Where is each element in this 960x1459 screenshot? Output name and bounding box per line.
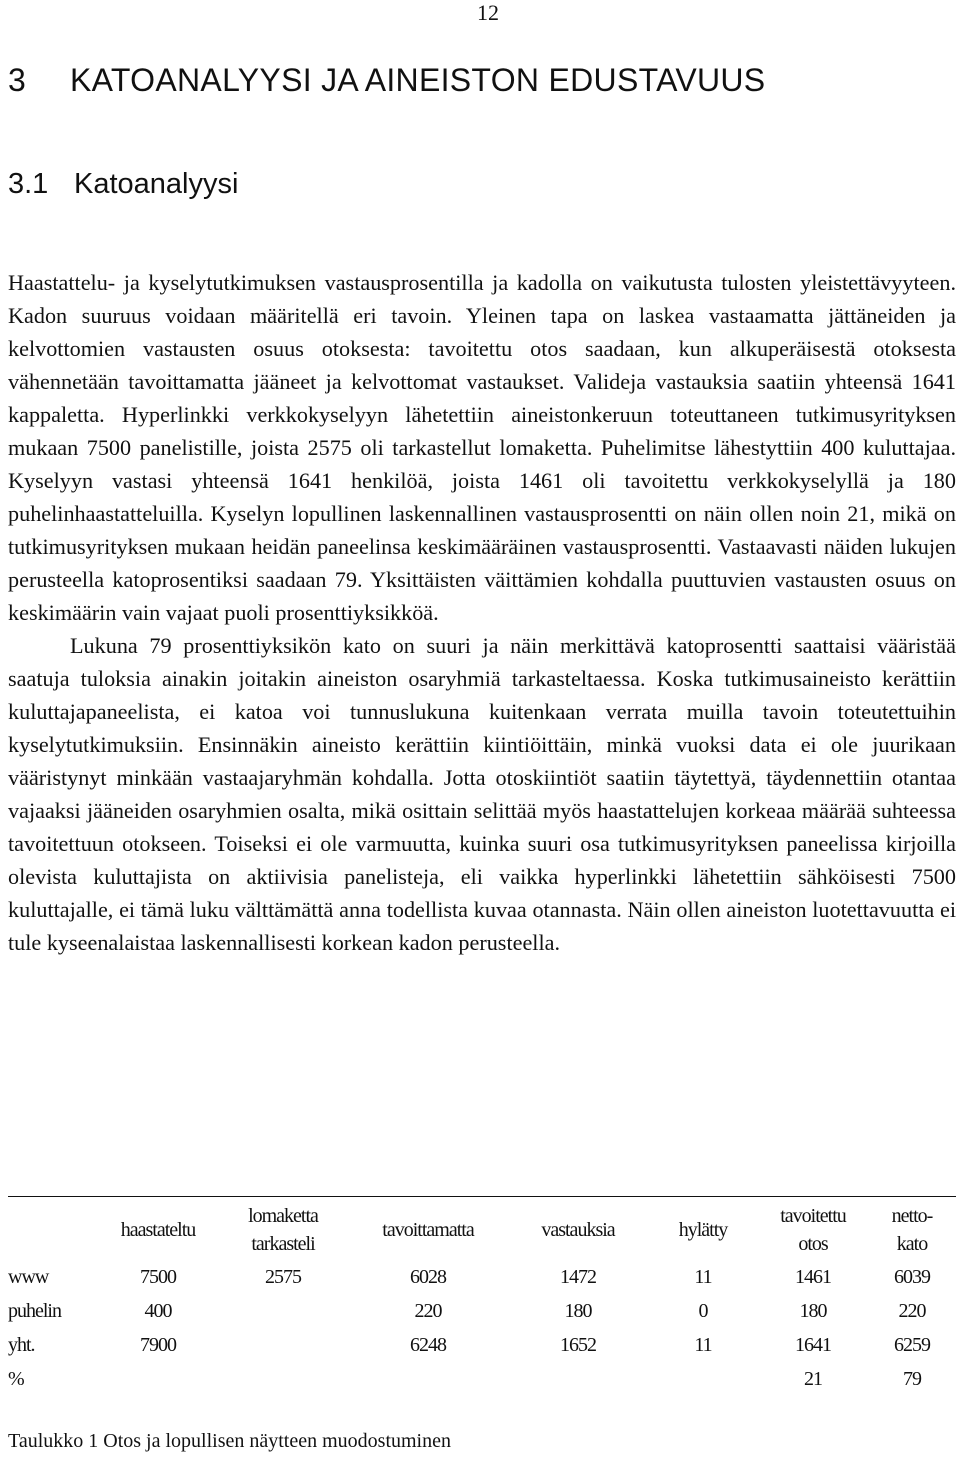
column-header xyxy=(98,1202,218,1260)
body-text xyxy=(8,266,956,959)
table-cell: 180 xyxy=(564,1300,592,1322)
column-header-line: netto- xyxy=(891,1205,933,1227)
column-header xyxy=(758,1202,868,1260)
column-header-line: kato xyxy=(896,1233,928,1255)
table-cell: 6248 xyxy=(410,1334,446,1356)
table-row xyxy=(8,1328,956,1362)
table-cell: 11 xyxy=(694,1266,712,1288)
chapter-heading xyxy=(8,60,765,100)
table-cell xyxy=(98,1362,218,1396)
table-cell: 220 xyxy=(898,1300,926,1322)
table-cell xyxy=(218,1362,348,1396)
paragraph-1: Haastattelu- ja kyselytutkimuksen vastausprosentilla ja kadolla on vaikutusta tulosten yleistettävyyteen. Kadon suuruus voidaan määritellä eri tavoin. Yleinen tapa on laskea vastaamatta jättäneiden ja kelvottomien vastausten osuus otoksesta: tavoitettu otos saadaan, kun alkuperäisestä otoksesta vähennetään tavoittamatta jääneet ja kelvottomat vastaukset. Valideja vastauksia saatiin yhteensä 1641 kappaletta. Hyperlinkki verkkokyselyyn lähetettiin aineistonkeruun toteuttaneen tutkimusyrityksen mukaan 7500 panelistille, joista 2575 oli tarkastellut lomaketta. Puhelimitse lähestyttiin 400 kuluttajaa. Kyselyyn vastasi yhteensä 1641 henkilöä, joista 1461 oli tavoitettu verkkokyselyllä ja 180 puhelinhaastatteluilla. Kyselyn lopullinen laskennallinen vastausprosentti on näin ollen noin 21, mikä on tutkimusyrityksen mukaan heidän paneelinsa keskimääräinen vastausprosentti. Vastaavasti näiden lukujen perusteella katoprosentiksi saadaan 79. Yksittäisten väittämien kohdalla puuttuvien vastausten osuus on keskimäärin vain vajaat puoli prosenttiyksikköä. xyxy=(8,270,956,625)
table-cell: 6028 xyxy=(410,1266,446,1288)
table-cell xyxy=(508,1362,648,1396)
column-header-line: hylätty xyxy=(678,1219,728,1241)
row-label-cell: www xyxy=(8,1266,49,1288)
table-cell: 0 xyxy=(698,1300,708,1322)
section-heading xyxy=(8,166,238,202)
column-header-line: tarkasteli xyxy=(251,1233,315,1255)
table-cell: 220 xyxy=(414,1300,442,1322)
section-number: 3.1 xyxy=(8,168,49,200)
chapter-number: 3 xyxy=(8,62,27,98)
column-header-line: haastateltu xyxy=(120,1219,196,1241)
table-header-row xyxy=(8,1202,956,1260)
table-row xyxy=(8,1294,956,1328)
table-row xyxy=(8,1362,956,1396)
row-label-cell: puhelin xyxy=(8,1300,61,1322)
table-top-rule xyxy=(8,1196,956,1197)
column-header xyxy=(348,1202,508,1260)
table-cell: 1461 xyxy=(795,1266,831,1288)
table-cell: 1641 xyxy=(795,1334,831,1356)
column-header xyxy=(648,1202,758,1260)
table-cell xyxy=(218,1328,348,1362)
column-header-line: otos xyxy=(798,1233,828,1255)
table-cell: 180 xyxy=(799,1300,827,1322)
column-header xyxy=(508,1202,648,1260)
sample-table xyxy=(8,1196,956,1396)
row-label-cell: yht. xyxy=(8,1334,35,1356)
column-header xyxy=(8,1202,98,1260)
column-header-line: tavoittamatta xyxy=(382,1219,474,1241)
table-cell: 1652 xyxy=(560,1334,596,1356)
section-title: Katoanalyysi xyxy=(74,168,239,200)
page-number: 12 xyxy=(477,0,499,25)
table-cell: 400 xyxy=(144,1300,172,1322)
column-header xyxy=(868,1202,956,1260)
table-cell: 1472 xyxy=(560,1266,596,1288)
table-cell: 7900 xyxy=(140,1334,176,1356)
table-body xyxy=(8,1260,956,1396)
table-cell xyxy=(648,1362,758,1396)
table-caption: Taulukko 1 Otos ja lopullisen näytteen muodostuminen xyxy=(8,1430,451,1452)
column-header-line: vastauksia xyxy=(541,1219,615,1241)
table-cell: 6259 xyxy=(894,1334,930,1356)
column-header xyxy=(218,1202,348,1260)
column-header-line: tavoitettu xyxy=(780,1205,846,1227)
paragraph-2: Lukuna 79 prosenttiyksikön kato on suuri ja näin merkittävä katoprosentti saattaisi vääristää saatuja tuloksia ainakin joitakin aineiston osaryhmiä tarkasteltaessa. Koska tutkimusaineisto kerättiin kuluttajapaneelista, ei katoa voi tunnuslukuna kuitenkaan verrata muilla tavoin toteutettuihin kyselytutkimuksiin. Ensinnäkin aineisto kerättiin kiintiöittäin, minkä vuoksi data ei ole juurikaan vääristynyt minkään vastaajaryhmän kohdalla. Jotta otoskiintiöt saatiin täytettyä, täydennettiin otantaa vajaaksi jääneiden osaryhmien osalta, mikä osittain selittää myös haastattelujen korkeaa määrää suhteessa tavoitettuun otokseen. Toiseksi ei ole varmuutta, kuinka suuri osa tutkimusyrityksen paneelissa kirjoilla olevista kuluttajista on aktiivisia panelisteja, eli vaikka hyperlinkki lähetettiin sähköisesti 7500 kuluttajalle, ei tämä luku välttämättä anna todellista kuvaa otannasta. Näin ollen aineiston luotettavuutta ei tule kyseenalaistaa laskennallisesti korkean kadon perusteella. xyxy=(8,633,956,955)
row-label-cell: % xyxy=(8,1368,24,1390)
table-cell: 2575 xyxy=(265,1266,301,1288)
table-cell: 21 xyxy=(804,1368,822,1390)
column-header-line: lomaketta xyxy=(248,1205,318,1227)
chapter-title: KATOANALYYSI JA AINEISTON EDUSTAVUUS xyxy=(70,62,766,98)
table-cell: 6039 xyxy=(894,1266,930,1288)
table-cell: 11 xyxy=(694,1334,712,1356)
table-cell: 7500 xyxy=(140,1266,176,1288)
table-row xyxy=(8,1260,956,1294)
data-table xyxy=(8,1202,956,1396)
table-cell xyxy=(218,1294,348,1328)
table-cell xyxy=(348,1362,508,1396)
table-cell: 79 xyxy=(903,1368,921,1390)
